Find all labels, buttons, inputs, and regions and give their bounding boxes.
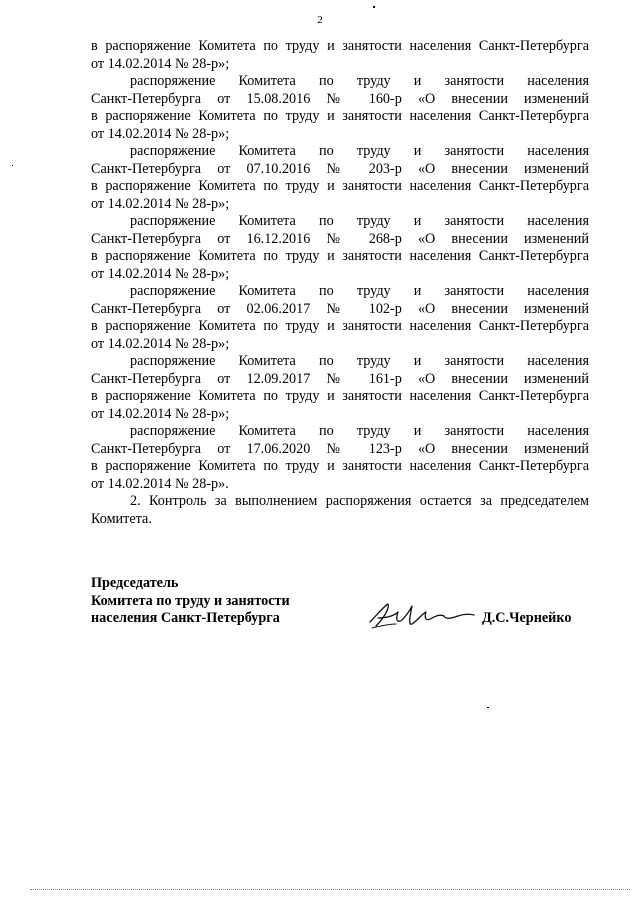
body-line: в распоряжение Комитета по труду и занятости населения Санкт-Петербурга [91, 318, 589, 334]
body-line: Санкт-Петербурга от 15.08.2016 № 160-р «О внесении изменений [91, 91, 589, 107]
body-line: в распоряжение Комитета по труду и занятости населения Санкт-Петербурга [91, 248, 589, 264]
body-line: от 14.02.2014 № 28-р»; [91, 336, 230, 352]
body-line: Санкт-Петербурга от 07.10.2016 № 203-р «О внесении изменений [91, 161, 589, 177]
page-number: 2 [317, 14, 323, 26]
body-line: в распоряжение Комитета по труду и занятости населения Санкт-Петербурга [91, 178, 589, 194]
body-line: от 14.02.2014 № 28-р»; [91, 196, 230, 212]
body-line: распоряжение Комитета по труду и занятости населения [130, 143, 589, 159]
scan-edge-line [30, 889, 630, 890]
body-line: Санкт-Петербурга от 02.06.2017 № 102-р «О внесении изменений [91, 301, 589, 317]
body-line: распоряжение Комитета по труду и занятости населения [130, 283, 589, 299]
body-line: в распоряжение Комитета по труду и занятости населения Санкт-Петербурга [91, 388, 589, 404]
scan-speck [487, 707, 489, 708]
body-line: от 14.02.2014 № 28-р»; [91, 266, 230, 282]
signatory-title-line: населения Санкт-Петербурга [91, 610, 280, 626]
body-line: распоряжение Комитета по труду и занятости населения [130, 73, 589, 89]
body-line: распоряжение Комитета по труду и занятости населения [130, 213, 589, 229]
scan-speck [373, 6, 375, 8]
body-line: Санкт-Петербурга от 16.12.2016 № 268-р «О внесении изменений [91, 231, 589, 247]
body-line: от 14.02.2014 № 28-р». [91, 476, 229, 492]
signatory-title-line: Председатель [91, 575, 179, 591]
body-line: Комитета. [91, 511, 152, 527]
body-line: от 14.02.2014 № 28-р»; [91, 126, 230, 142]
body-line: 2. Контроль за выполнением распоряжения остается за председателем [130, 493, 589, 509]
body-line: распоряжение Комитета по труду и занятости населения [130, 423, 589, 439]
body-line: в распоряжение Комитета по труду и занятости населения Санкт-Петербурга [91, 458, 589, 474]
scan-speck [12, 165, 13, 166]
body-line: распоряжение Комитета по труду и занятости населения [130, 353, 589, 369]
body-line: Санкт-Петербурга от 17.06.2020 № 123-р «О внесении изменений [91, 441, 589, 457]
body-line: Санкт-Петербурга от 12.09.2017 № 161-р «О внесении изменений [91, 371, 589, 387]
signatory-title [91, 575, 290, 628]
body-line: от 14.02.2014 № 28-р»; [91, 56, 230, 72]
body-line: в распоряжение Комитета по труду и занятости населения Санкт-Петербурга [91, 38, 589, 54]
signatory-name: Д.С.Чернейко [482, 610, 572, 626]
signatory-title-line: Комитета по труду и занятости [91, 592, 290, 609]
body-line: в распоряжение Комитета по труду и занятости населения Санкт-Петербурга [91, 108, 589, 124]
body-line: от 14.02.2014 № 28-р»; [91, 406, 230, 422]
handwritten-signature [366, 596, 478, 636]
